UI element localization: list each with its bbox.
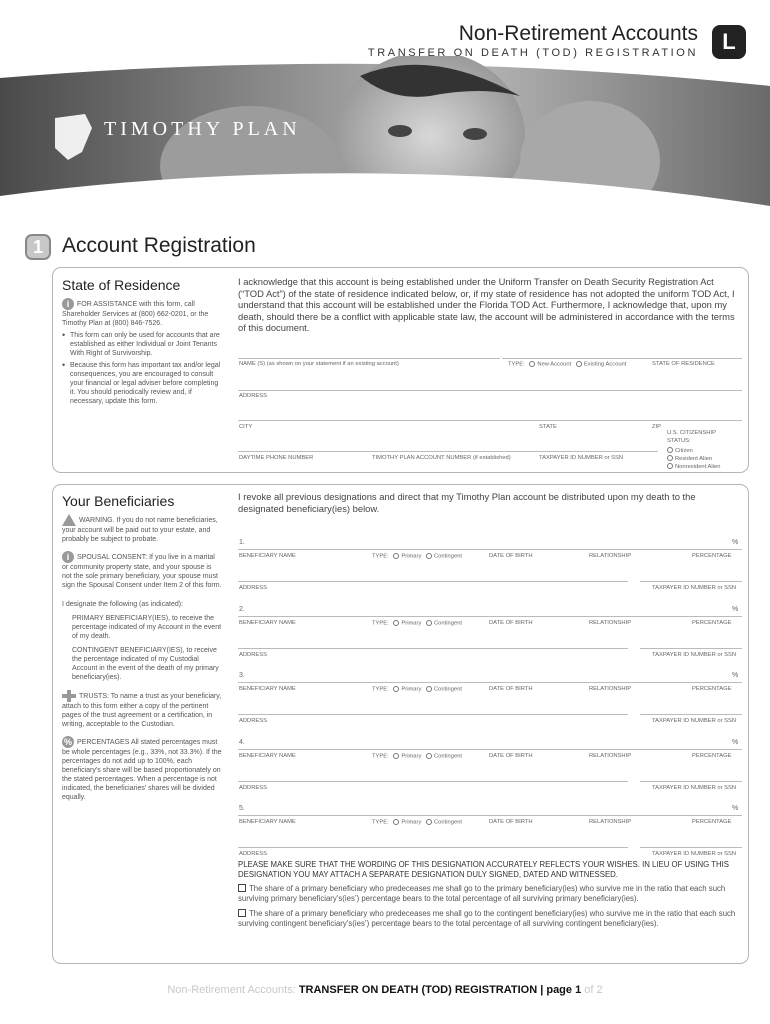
footer-separator: | bbox=[540, 984, 544, 996]
percentage-label: PERCENTAGE bbox=[692, 553, 732, 559]
beneficiary-name-input[interactable] bbox=[238, 549, 742, 550]
beneficiary-type-options: TYPE: Primary Contingent bbox=[372, 753, 463, 760]
beneficiary-address-label: ADDRESS bbox=[239, 851, 268, 857]
beneficiary-type-options: TYPE: Primary Contingent bbox=[372, 819, 463, 826]
residence-bullet-1: • This form can only be used for accounts that are established as either Individual or Joint Tenants With Right of Survivorship. bbox=[62, 331, 222, 358]
taxpayer-id-label: TAXPAYER ID NUMBER or SSN bbox=[539, 455, 624, 461]
beneficiary-name-label: BENEFICIARY NAME bbox=[239, 553, 296, 559]
info-icon: i bbox=[62, 551, 74, 563]
primary-radio[interactable] bbox=[393, 753, 399, 759]
beneficiary-row-number: 5. bbox=[239, 805, 245, 812]
percentage-sign: % bbox=[732, 672, 739, 679]
footer-page-total: of 2 bbox=[584, 984, 603, 996]
contingent-radio[interactable] bbox=[426, 553, 432, 559]
account-type-options: TYPE: New Account Existing Account bbox=[508, 361, 627, 368]
zip-label: ZIP bbox=[652, 424, 662, 430]
beneficiary-type-options: TYPE: Primary Contingent bbox=[372, 620, 463, 627]
state-of-residence-sidebar bbox=[62, 298, 222, 406]
beneficiary-type-options: TYPE: Primary Contingent bbox=[372, 686, 463, 693]
warning-icon bbox=[62, 514, 76, 526]
beneficiary-address-label: ADDRESS bbox=[239, 785, 268, 791]
nonresident-alien-radio[interactable] bbox=[667, 463, 673, 469]
relationship-label: RELATIONSHIP bbox=[589, 686, 632, 692]
beneficiary-row-number: 2. bbox=[239, 606, 245, 613]
daytime-phone-label: DAYTIME PHONE NUMBER bbox=[239, 455, 314, 461]
citizenship-options: Citizen Resident Alien Nonresident Alien bbox=[664, 447, 720, 471]
percentage-sign: % bbox=[732, 606, 739, 613]
date-of-birth-label: DATE OF BIRTH bbox=[489, 819, 533, 825]
names-input[interactable] bbox=[238, 358, 500, 359]
primary-radio[interactable] bbox=[393, 553, 399, 559]
city-label: CITY bbox=[239, 424, 253, 430]
percentage-label: PERCENTAGE bbox=[692, 686, 732, 692]
option-contingent-checkbox[interactable] bbox=[238, 909, 246, 917]
warning-note: WARNING. If you do not name beneficiaries, your account will be paid out to your estate, and probably be subject to probate. bbox=[62, 514, 222, 544]
designate-intro: I designate the following (as indicated): bbox=[62, 601, 184, 608]
percentage-label: PERCENTAGE bbox=[692, 620, 732, 626]
resident-alien-radio[interactable] bbox=[667, 455, 673, 461]
beneficiary-name-label: BENEFICIARY NAME bbox=[239, 620, 296, 626]
form-title: Non-Retirement Accounts bbox=[458, 22, 698, 45]
beneficiary-address-input[interactable] bbox=[238, 714, 628, 715]
beneficiary-address-input[interactable] bbox=[238, 781, 628, 782]
contingent-beneficiary-note: CONTINGENT BENEFICIARY(IES), to receive the percentage indicated of my Custodial Account in the event of the death of my primary beneficiary(ies). bbox=[72, 647, 219, 681]
info-icon: i bbox=[62, 298, 74, 310]
percentage-sign: % bbox=[732, 805, 739, 812]
existing-account-radio[interactable] bbox=[576, 361, 582, 367]
address-input[interactable] bbox=[238, 390, 742, 391]
city-state-zip-input[interactable] bbox=[238, 420, 742, 421]
date-of-birth-label: DATE OF BIRTH bbox=[489, 753, 533, 759]
trusts-note: TRUSTS: To name a trust as your beneficiary, attach to this form either a copy of the pertinent pages of the trust agreement or a certification, in writing, acceptable to the Custodian. bbox=[62, 690, 222, 729]
primary-beneficiary-note: PRIMARY BENEFICIARY(IES), to receive the percentage indicated of my Account in the event of my death. bbox=[72, 615, 222, 640]
beneficiaries-title: Your Beneficiaries bbox=[62, 493, 175, 509]
contingent-radio[interactable] bbox=[426, 620, 432, 626]
new-account-radio[interactable] bbox=[529, 361, 535, 367]
beneficiary-name-label: BENEFICIARY NAME bbox=[239, 686, 296, 692]
citizen-radio[interactable] bbox=[667, 447, 673, 453]
phone-account-taxid-input[interactable] bbox=[238, 451, 658, 452]
beneficiary-name-input[interactable] bbox=[238, 749, 742, 750]
section-title: Account Registration bbox=[62, 234, 256, 257]
relationship-label: RELATIONSHIP bbox=[589, 620, 632, 626]
contingent-radio[interactable] bbox=[426, 753, 432, 759]
account-type-field[interactable] bbox=[502, 358, 742, 359]
names-label: NAME (S) (as shown on your statement if an existing account) bbox=[239, 361, 399, 367]
percentage-sign: % bbox=[732, 739, 739, 746]
beneficiary-address-label: ADDRESS bbox=[239, 585, 268, 591]
beneficiary-taxid-input[interactable] bbox=[640, 781, 742, 782]
beneficiary-name-label: BENEFICIARY NAME bbox=[239, 819, 296, 825]
contingent-radio[interactable] bbox=[426, 819, 432, 825]
percentage-label: PERCENTAGE bbox=[692, 753, 732, 759]
beneficiary-taxid-label: TAXPAYER ID NUMBER or SSN bbox=[652, 652, 737, 658]
assistance-note: i FOR ASSISTANCE with this form, call Shareholder Services at (800) 662-0201, or the Timothy Plan at (800) 846-7526. bbox=[62, 299, 209, 327]
option-contingent-survivors: The share of a primary beneficiary who predeceases me shall go to the contingent beneficiary(ies) who survive me in the ratio that each such surviving contingent beneficiary’s(ies’) percentage bears to the total percentage of all surviving contingent beneficiary(ies). bbox=[238, 909, 736, 928]
date-of-birth-label: DATE OF BIRTH bbox=[489, 620, 533, 626]
beneficiary-taxid-label: TAXPAYER ID NUMBER or SSN bbox=[652, 585, 737, 591]
page-footer bbox=[0, 984, 770, 996]
relationship-label: RELATIONSHIP bbox=[589, 753, 632, 759]
beneficiary-taxid-input[interactable] bbox=[640, 714, 742, 715]
plus-icon bbox=[62, 690, 76, 702]
footer-form-name: TRANSFER ON DEATH (TOD) REGISTRATION bbox=[298, 984, 538, 996]
spousal-consent-note: i SPOUSAL CONSENT: If you live in a marital or community property state, and your spouse is not the sole primary beneficiary, your spouse must sign the Spousal Consent under Item 2 of this form. bbox=[62, 552, 222, 589]
beneficiary-address-input[interactable] bbox=[238, 581, 628, 582]
percent-info-icon: % bbox=[63, 737, 72, 747]
contingent-radio[interactable] bbox=[426, 686, 432, 692]
primary-radio[interactable] bbox=[393, 620, 399, 626]
residence-bullet-2: • Because this form has important tax and/or legal consequences, you are encouraged to consult your financial or legal adviser before completing it. You should periodically review and, if necessary, update this form. bbox=[62, 361, 222, 406]
beneficiary-row-number: 4. bbox=[239, 739, 245, 746]
beneficiary-address-input[interactable] bbox=[238, 847, 628, 848]
state-label: STATE bbox=[539, 424, 557, 430]
tod-acknowledgment: I acknowledge that this account is being established under the Uniform Transfer on Death Security Registration Act (“TOD Act”) of the state of residence indicated below, or, if my state of residence has not adopted the uniform TOD Act, I understand that this account will be established under the Florida TOD Act. Furthermore, I acknowledge that, upon my death, should there be a conflict with applicable state law, the account will be administered in accordance with the terms of this document. bbox=[238, 276, 735, 334]
percentage-label: PERCENTAGE bbox=[692, 819, 732, 825]
footer-section: Non-Retirement Accounts: bbox=[167, 984, 296, 996]
designation-notice: PLEASE MAKE SURE THAT THE WORDING OF THIS DESIGNATION ACCURATELY REFLECTS YOUR WISHES. IN LIEU OF USING THIS DESIGNATION YOU MAY ATTACH A SEPARATE DESIGNATION DULY SIGNED, DATED AND WITNESSED. bbox=[238, 860, 730, 879]
option-primary-survivors: The share of a primary beneficiary who predeceases me shall go to the primary beneficiary(ies) who survive me in the ratio that each such surviving primary beneficiary’s(ies’) percentage bears to the total percentage of all surviving primary beneficiary(ies). bbox=[238, 884, 726, 903]
citizenship-status-label: U.S. CITIZENSHIP STATUS: bbox=[667, 430, 716, 444]
timothy-plan-logo: TIMOTHY PLAN bbox=[104, 118, 301, 140]
form-letter-badge: L bbox=[712, 25, 746, 59]
primary-radio[interactable] bbox=[393, 819, 399, 825]
footer-page-number: page 1 bbox=[546, 984, 582, 996]
beneficiary-address-label: ADDRESS bbox=[239, 718, 268, 724]
beneficiary-row-number: 1. bbox=[239, 539, 245, 546]
option-primary-checkbox[interactable] bbox=[238, 884, 246, 892]
date-of-birth-label: DATE OF BIRTH bbox=[489, 553, 533, 559]
beneficiaries-sidebar bbox=[62, 514, 222, 802]
date-of-birth-label: DATE OF BIRTH bbox=[489, 686, 533, 692]
state-of-residence-title: State of Residence bbox=[62, 277, 181, 293]
beneficiary-name-input[interactable] bbox=[238, 682, 742, 683]
state-of-residence-label: STATE OF RESIDENCE bbox=[652, 361, 715, 367]
address-label: ADDRESS bbox=[239, 393, 268, 399]
section-number-badge: 1 bbox=[25, 234, 51, 260]
beneficiary-taxid-input[interactable] bbox=[640, 847, 742, 848]
beneficiary-taxid-input[interactable] bbox=[640, 581, 742, 582]
beneficiary-taxid-label: TAXPAYER ID NUMBER or SSN bbox=[652, 785, 737, 791]
beneficiary-taxid-input[interactable] bbox=[640, 648, 742, 649]
form-subtitle: TRANSFER ON DEATH (TOD) REGISTRATION bbox=[367, 47, 698, 59]
percentage-sign: % bbox=[732, 539, 739, 546]
beneficiary-address-input[interactable] bbox=[238, 648, 628, 649]
beneficiary-name-input[interactable] bbox=[238, 616, 742, 617]
beneficiary-taxid-label: TAXPAYER ID NUMBER or SSN bbox=[652, 718, 737, 724]
relationship-label: RELATIONSHIP bbox=[589, 819, 632, 825]
beneficiary-name-label: BENEFICIARY NAME bbox=[239, 753, 296, 759]
relationship-label: RELATIONSHIP bbox=[589, 553, 632, 559]
revocation-statement: I revoke all previous designations and direct that my Timothy Plan account be distributed upon my death to the designated beneficiary(ies) below. bbox=[238, 491, 696, 514]
primary-radio[interactable] bbox=[393, 686, 399, 692]
beneficiary-address-label: ADDRESS bbox=[239, 652, 268, 658]
beneficiary-taxid-label: TAXPAYER ID NUMBER or SSN bbox=[652, 851, 737, 857]
beneficiary-type-options: TYPE: Primary Contingent bbox=[372, 553, 463, 560]
account-number-label: TIMOTHY PLAN ACCOUNT NUMBER (if established) bbox=[372, 455, 511, 461]
percentages-note: % PERCENTAGES All stated percentages must be whole percentages (e.g., 33%, not 33.3%). If the percentages do not add up to 100%, each beneficiary’s share will be based proportionately on the stated percentages. When a percentage is not indicated, the beneficiaries’ shares will be divided equally. bbox=[62, 737, 222, 801]
beneficiary-row-number: 3. bbox=[239, 672, 245, 679]
beneficiary-name-input[interactable] bbox=[238, 815, 742, 816]
